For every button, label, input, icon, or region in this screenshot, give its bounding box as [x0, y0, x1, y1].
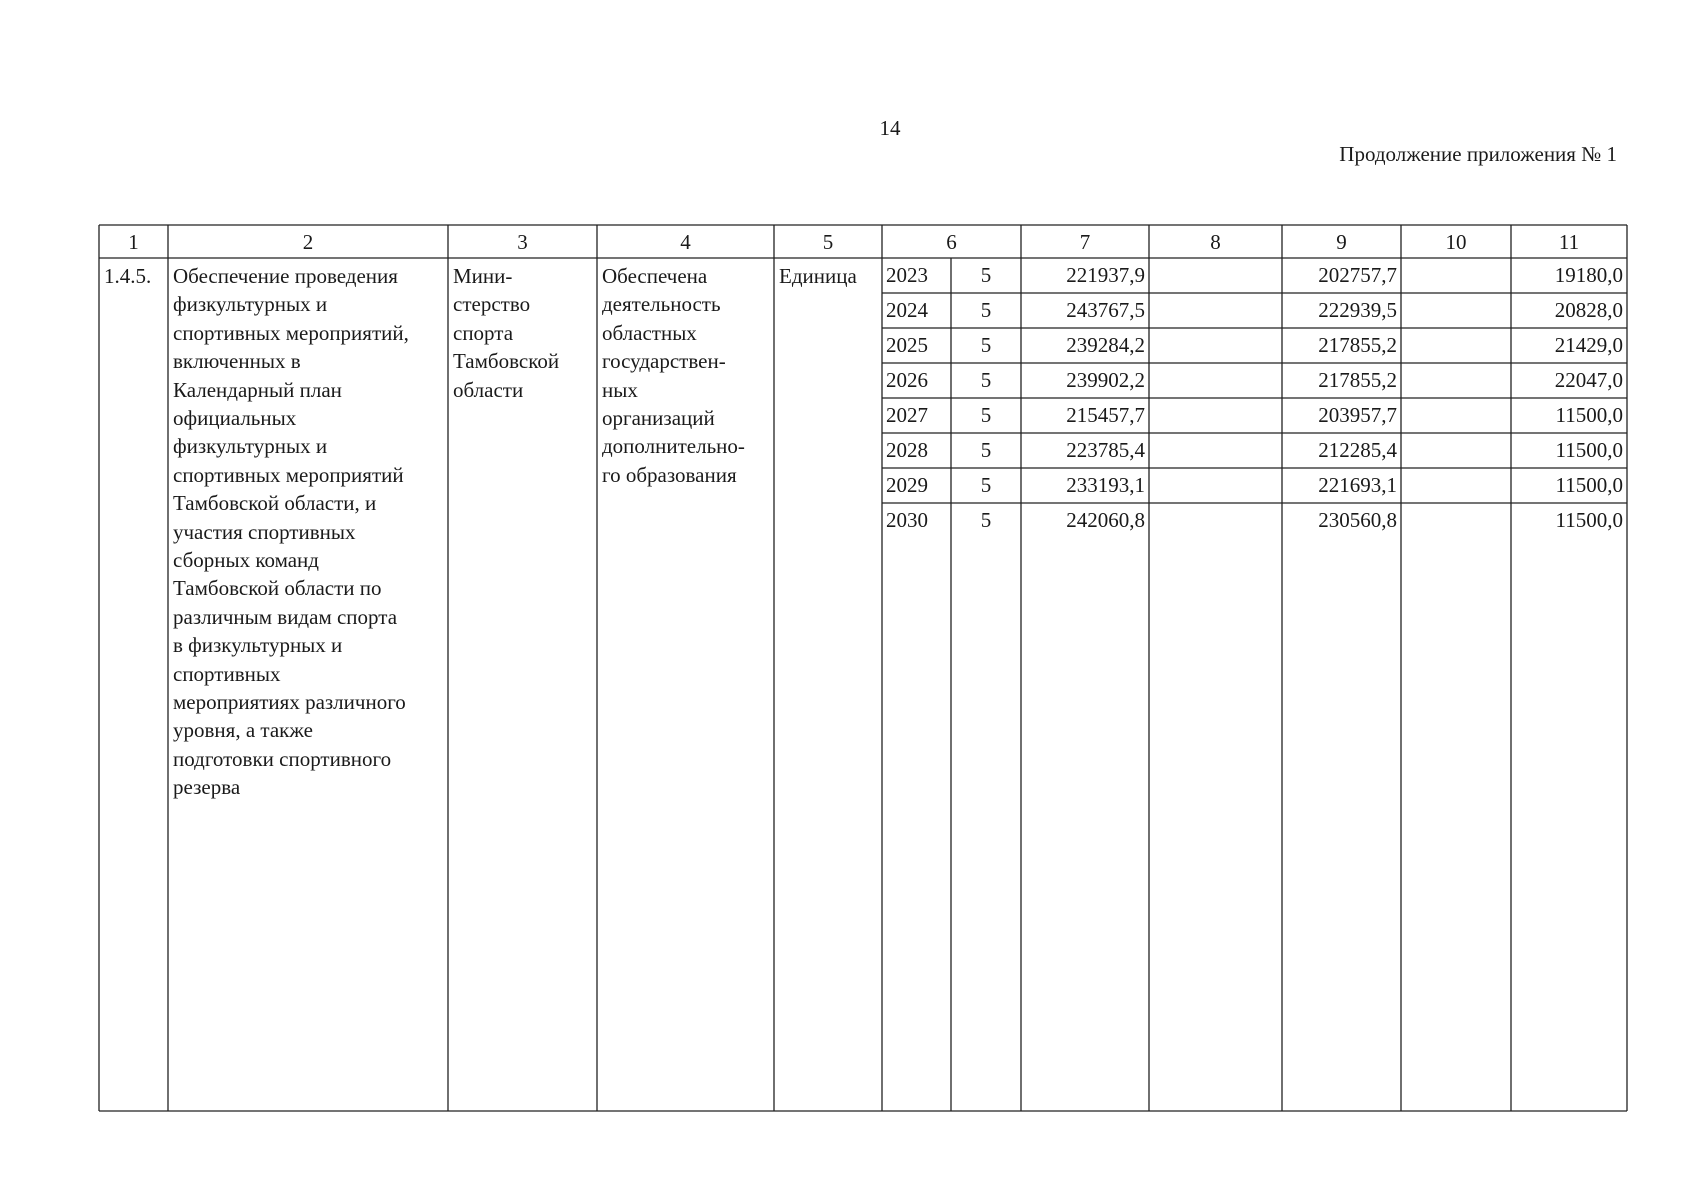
regional-budget-cell: 202757,7 [1318, 263, 1397, 287]
measure-name-line: спортивных [173, 661, 281, 686]
regional-budget-cell: 222939,5 [1318, 298, 1397, 322]
extra-budget-cell: 11500,0 [1555, 473, 1623, 497]
measure-name-line: мероприятиях различного [173, 690, 406, 714]
extra-budget-cell: 19180,0 [1554, 263, 1623, 287]
executor-line: стерство [453, 292, 531, 317]
appendix-continuation-note: Продолжение приложения № 1 [1339, 142, 1617, 166]
column-header-9: 9 [1336, 230, 1347, 254]
executor-line: Мини- [453, 264, 513, 288]
measure-name-line: включенных в [173, 349, 301, 374]
indicator-value-cell: 5 [980, 473, 992, 497]
unit-cell: Единица [779, 264, 857, 288]
measure-name-line: в физкультурных и [173, 633, 343, 658]
result-line: ных [602, 377, 638, 402]
column-header-2: 2 [302, 230, 314, 254]
indicator-value-cell: 5 [980, 403, 992, 427]
result-line: областных [602, 320, 697, 345]
measure-name-line: участия спортивных [173, 519, 356, 544]
year-cell: 2024 [886, 298, 928, 322]
measure-name-line: Тамбовской области, и [173, 491, 377, 516]
measure-name-line: различным видам спорта [173, 604, 398, 629]
measure-name-line: спортивных мероприятий [173, 462, 404, 487]
row-number: 1.4.5. [104, 264, 152, 288]
regional-budget-cell: 217855,2 [1318, 333, 1397, 357]
measure-name-line: Обеспечение проведения [173, 264, 398, 288]
regional-budget-cell: 203957,7 [1318, 403, 1397, 427]
measure-name-line: Тамбовской области по [173, 576, 382, 601]
extra-budget-cell: 11500,0 [1555, 403, 1623, 427]
column-header-8: 8 [1210, 230, 1221, 254]
extra-budget-cell: 21429,0 [1554, 333, 1623, 357]
total-funding-cell: 233193,1 [1066, 473, 1145, 497]
regional-budget-cell: 217855,2 [1318, 368, 1397, 392]
total-funding-cell: 239284,2 [1066, 333, 1145, 357]
year-cell: 2023 [886, 263, 928, 287]
measure-name-line: Календарный план [173, 377, 342, 402]
regional-budget-cell: 221693,1 [1318, 473, 1397, 497]
column-header-5: 5 [822, 230, 834, 254]
indicator-value-cell: 5 [980, 263, 992, 287]
extra-budget-cell: 20828,0 [1554, 298, 1623, 322]
extra-budget-cell: 11500,0 [1555, 438, 1623, 462]
result-line: государствен- [602, 349, 726, 374]
total-funding-cell: 223785,4 [1066, 438, 1145, 462]
measure-name-line: резерва [173, 775, 241, 800]
column-header-7: 7 [1079, 230, 1091, 254]
indicator-value-cell: 5 [980, 298, 992, 322]
year-cell: 2029 [886, 473, 928, 497]
column-header-11: 11 [1558, 230, 1580, 254]
regional-budget-cell: 212285,4 [1318, 438, 1397, 462]
measure-name-line: физкультурных и [173, 292, 328, 317]
year-cell: 2030 [886, 508, 928, 532]
result-line: Обеспечена [602, 264, 708, 288]
measure-name-line: сборных команд [173, 548, 319, 572]
column-header-4: 4 [680, 230, 691, 254]
extra-budget-cell: 11500,0 [1555, 508, 1623, 532]
measure-name-line: официальных [173, 406, 297, 430]
indicator-value-cell: 5 [980, 368, 992, 392]
year-cell: 2028 [886, 438, 928, 462]
column-header-10: 10 [1445, 230, 1467, 254]
result-line: дополнительно- [602, 434, 745, 459]
measure-name-line: уровня, а также [173, 718, 313, 743]
year-cell: 2027 [886, 403, 928, 427]
total-funding-cell: 242060,8 [1066, 508, 1145, 532]
result-line: го образования [602, 462, 737, 487]
total-funding-cell: 215457,7 [1066, 403, 1145, 427]
result-line: организаций [602, 406, 715, 430]
column-header-1: 1 [128, 230, 139, 254]
executor-line: области [453, 377, 524, 402]
page-number: 14 [879, 116, 901, 140]
column-header-6: 6 [946, 230, 957, 254]
total-funding-cell: 221937,9 [1066, 263, 1145, 287]
indicator-value-cell: 5 [980, 438, 992, 462]
executor-line: Тамбовской [453, 349, 560, 374]
measure-name-line: подготовки спортивного [173, 746, 392, 771]
regional-budget-cell: 230560,8 [1318, 508, 1397, 532]
year-cell: 2025 [886, 333, 928, 357]
year-cell: 2026 [886, 368, 928, 392]
result-line: деятельность [602, 292, 721, 317]
column-header-3: 3 [517, 230, 528, 254]
total-funding-cell: 239902,2 [1066, 368, 1145, 392]
measure-name-line: физкультурных и [173, 434, 328, 459]
indicator-value-cell: 5 [980, 333, 992, 357]
executor-line: спорта [453, 320, 514, 345]
extra-budget-cell: 22047,0 [1554, 368, 1623, 392]
indicator-value-cell: 5 [980, 508, 992, 532]
total-funding-cell: 243767,5 [1066, 298, 1145, 322]
measure-name-line: спортивных мероприятий, [173, 320, 409, 345]
